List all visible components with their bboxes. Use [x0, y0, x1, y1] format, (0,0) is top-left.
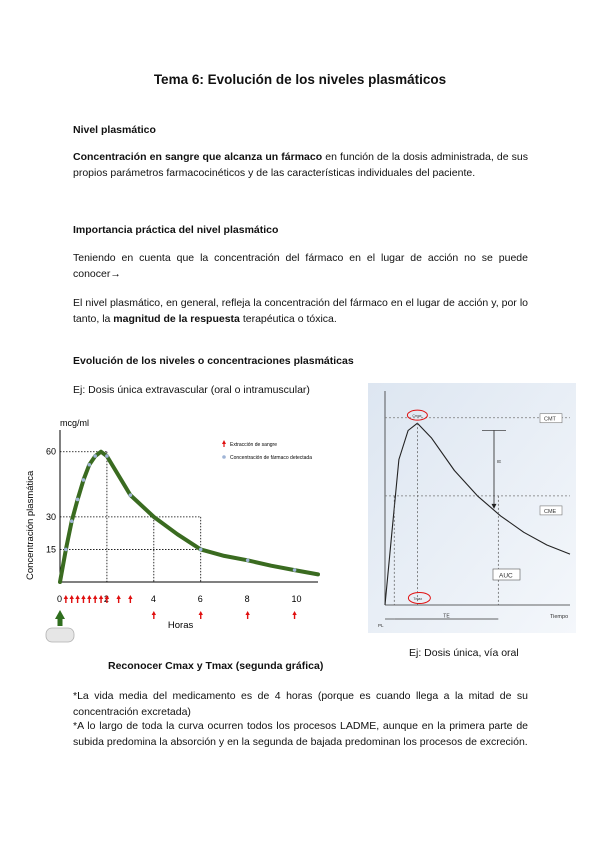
cmt-label: CMT — [544, 416, 556, 423]
left-chart — [22, 410, 327, 650]
sample-point — [64, 548, 68, 552]
y-tick-label: 15 — [46, 544, 57, 555]
y-tick-label: 60 — [46, 446, 57, 457]
p2-bold: magnitud de la respuesta — [113, 312, 240, 325]
sample-point — [293, 568, 297, 572]
legend-point-icon — [222, 455, 226, 459]
x-tick-label: 8 — [244, 594, 250, 604]
right-chart — [368, 383, 576, 633]
section-heading-nivel: Nivel plasmático — [73, 124, 156, 136]
importance-paragraph-2 — [73, 296, 528, 327]
sample-point — [105, 454, 109, 458]
sample-point — [82, 478, 86, 482]
definition-paragraph — [73, 150, 528, 181]
y-unit-label: mcg/ml — [60, 418, 89, 428]
legend-concentration: Concentración de fármaco detectada — [230, 455, 312, 461]
caption-right: Ej: Dosis única, vía oral — [409, 647, 519, 659]
right-chart-plot — [368, 383, 576, 633]
x-axis-label: Horas — [167, 620, 194, 631]
definition-bold: Concentración en sangre que alcanza un fármaco — [73, 151, 323, 163]
x-tick-label: 6 — [197, 594, 203, 604]
auc-label: AUC — [499, 572, 513, 580]
ie-label: IE — [497, 459, 502, 465]
right-x-axis-label: Tiempo — [550, 614, 569, 620]
definition-rest: en función de la dosis administrada, de sus propios parámetros farmacocinéticos y de las características individuales del paciente. — [73, 151, 528, 179]
pl-label: PL — [378, 623, 384, 628]
sample-point — [88, 463, 92, 467]
dose-arrow — [55, 610, 65, 619]
x-tick-label: 0 — [57, 594, 63, 604]
x-tick-label: 10 — [291, 594, 302, 604]
cmax-label: Cmax — [412, 414, 422, 419]
pill-icon — [46, 628, 74, 642]
left-chart-plot — [25, 418, 318, 642]
section-heading-evolucion: Evolución de los niveles o concentraciones plasmáticas — [73, 355, 354, 367]
sample-point — [199, 548, 203, 552]
cme-label: CME — [544, 508, 557, 515]
caption-left: Reconocer Cmax y Tmax (segunda gráfica) — [108, 660, 324, 672]
sample-point — [246, 558, 250, 562]
example-text: Ej: Dosis única extravascular (oral o intramuscular) — [73, 384, 310, 396]
page-title: Tema 6: Evolución de los niveles plasmáticos — [153, 72, 447, 87]
sample-point — [129, 493, 133, 497]
y-axis-label: Concentración plasmática — [25, 470, 36, 580]
p2-end: terapéutica o tóxica. — [239, 312, 337, 325]
dose-arrow-stem — [58, 618, 63, 626]
sample-point — [70, 519, 74, 523]
note-half-life: *La vida media del medicamento es de 4 horas (porque es cuando llega a la mitad de su concentración excretada) — [73, 690, 528, 718]
x-tick-label: 4 — [150, 594, 156, 604]
te-label: TE — [443, 613, 450, 620]
note-ladme: *A lo largo de toda la curva ocurren todos los procesos LADME, aunque en la primera parte de subida predomina la absorción y en la segunda de bajada predominan los procesos de excreción. — [73, 720, 528, 748]
sample-point — [93, 454, 97, 458]
importance-paragraph-1: Teniendo en cuenta que la concentración del fármaco en el lugar de acción no se puede conocer→ — [73, 252, 528, 280]
legend-blood-draw: Extracción de sangre — [230, 442, 277, 448]
p2-start: El nivel plasmático, en general, refleja la concentración del fármaco en el lugar de acción y, por lo tanto, la — [73, 297, 528, 325]
tmax-label: Tmax — [413, 597, 423, 601]
section-heading-importancia: Importancia práctica del nivel plasmático — [73, 224, 279, 236]
sample-point — [76, 498, 80, 502]
y-tick-label: 30 — [46, 511, 57, 522]
